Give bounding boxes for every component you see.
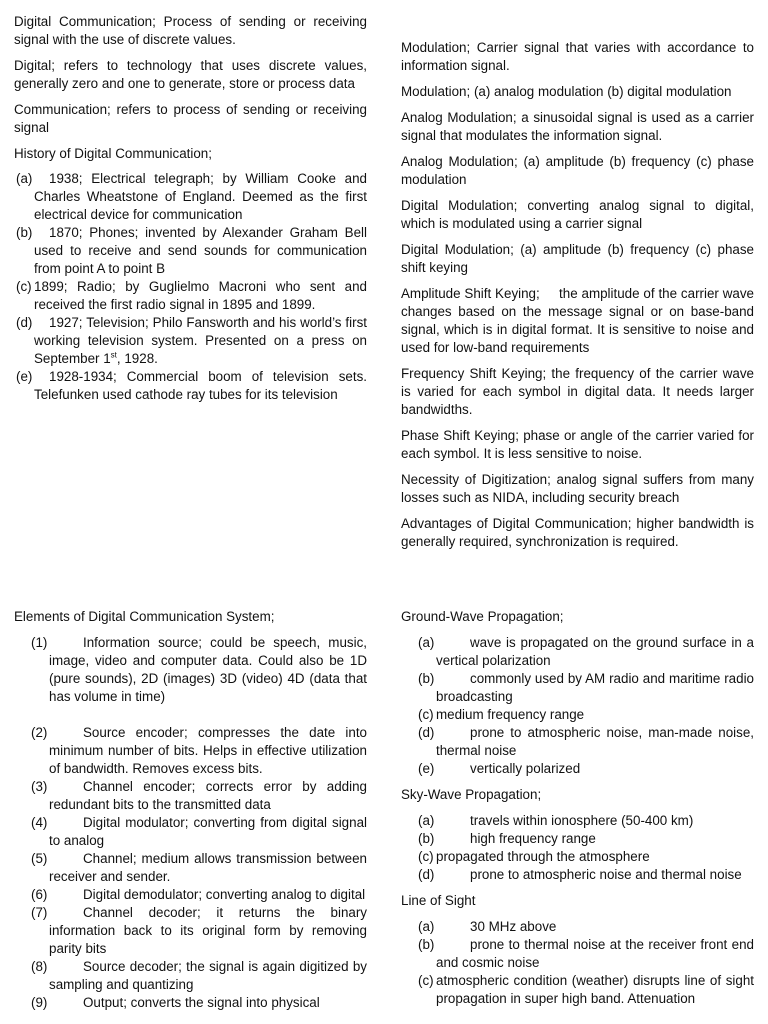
list-item-text: wave is propagated on the ground surface in a vertical polarization [436, 635, 754, 668]
list-item-text: vertically polarized [470, 761, 581, 776]
list-item [14, 224, 367, 278]
list-marker: (7) [31, 905, 48, 920]
paragraph: Advantages of Digital Communication; higher bandwidth is generally required, synchronization is required. [401, 516, 754, 549]
list-marker: (1) [31, 635, 48, 650]
section-heading: Line of Sight [401, 893, 476, 908]
paragraph: Analog Modulation; a sinusoidal signal is used as a carrier signal that modulates the information signal. [401, 110, 754, 143]
sky-wave-list [401, 812, 754, 884]
list-marker: (6) [31, 887, 48, 902]
list-marker: (2) [31, 725, 48, 740]
list-item [401, 848, 754, 866]
list-item-text: prone to thermal noise at the receiver front end and cosmic noise [436, 937, 754, 970]
top-right-column [401, 39, 758, 559]
list-item-text: Information source; could be speech, music, image, video and computer data. Could also be 1D (pure sounds), 2D (images) 3D (video) 4D (data that has volume in time) [49, 635, 367, 704]
list-marker: (a) [16, 171, 33, 186]
paragraph: Phase Shift Keying; phase or angle of the carrier varied for each symbol. It is less sensitive to noise. [401, 428, 754, 461]
section-heading: Elements of Digital Communication System; [14, 609, 275, 624]
list-item-text-part: 1927; Television; Philo Fansworth and his world’s first working television system. Presented on a press on September 1 [34, 315, 367, 366]
list-item [14, 634, 367, 706]
list-item [401, 866, 754, 884]
list-item [14, 778, 367, 814]
list-item-text: prone to atmospheric noise, man-made noise, thermal noise [436, 725, 754, 758]
top-left-column [14, 13, 367, 412]
paragraph: Frequency Shift Keying; the frequency of the carrier wave is varied for each symbol in digital data. It needs larger bandwidths. [401, 366, 754, 417]
list-marker: (d) [418, 867, 435, 882]
list-marker: (c) [418, 849, 434, 864]
list-marker: (e) [16, 369, 33, 384]
list-item [401, 972, 754, 1008]
ground-wave-list [401, 634, 754, 778]
list-item-text: propagated through the atmosphere [436, 849, 650, 864]
section-heading: Ground-Wave Propagation; [401, 609, 564, 624]
list-marker: (b) [418, 671, 435, 686]
list-item [401, 812, 754, 830]
list-marker: (c) [16, 279, 32, 294]
list-item [14, 724, 367, 778]
list-marker: (e) [418, 761, 435, 776]
list-item-text: travels within ionosphere (50-400 km) [470, 813, 694, 828]
list-item [401, 706, 754, 724]
list-item-text: medium frequency range [436, 707, 585, 722]
section-heading: Sky-Wave Propagation; [401, 787, 542, 802]
list-marker: (8) [31, 959, 48, 974]
paragraph: Modulation; (a) analog modulation (b) digital modulation [401, 84, 732, 99]
list-item [14, 850, 367, 886]
list-marker: (9) [31, 995, 48, 1010]
bottom-left-column [14, 608, 367, 1012]
list-item [14, 958, 367, 994]
paragraph: Amplitude Shift Keying; the amplitude of the carrier wave changes based on the message signal or on base-band signal, which is in digital format. It is sensitive to noise and used for low-band requirements [401, 286, 758, 355]
list-item-text: atmospheric condition (weather) disrupts line of sight propagation in super high band. Attenuation [436, 973, 754, 1006]
list-marker: (d) [418, 725, 435, 740]
elements-list [14, 634, 367, 1012]
paragraph: Necessity of Digitization; analog signal suffers from many losses such as NIDA, including security breach [401, 472, 754, 505]
list-marker: (4) [31, 815, 48, 830]
paragraph: Digital Modulation; (a) amplitude (b) frequency (c) phase shift keying [401, 242, 754, 275]
list-marker: (a) [418, 919, 435, 934]
list-item [14, 904, 367, 958]
list-item [401, 936, 754, 972]
list-marker: (3) [31, 779, 48, 794]
section-heading: History of Digital Communication; [14, 146, 212, 161]
list-item-text: 30 MHz above [470, 919, 557, 934]
list-marker: (b) [418, 937, 435, 952]
list-item-text: commonly used by AM radio and maritime radio broadcasting [436, 671, 754, 704]
list-item-text: prone to atmospheric noise and thermal noise [470, 867, 742, 882]
list-marker: (d) [16, 315, 33, 330]
list-marker: (a) [418, 635, 435, 650]
list-marker: (b) [16, 225, 33, 240]
paragraph: Modulation; Carrier signal that varies with accordance to information signal. [401, 40, 754, 73]
superscript: st [110, 350, 117, 360]
list-item-text-part: , 1928. [116, 351, 158, 366]
list-item-text: Channel; medium allows transmission between receiver and sender. [49, 851, 367, 884]
list-item-text: 1899; Radio; by Guglielmo Macroni who sent and received the first radio signal in 1895 and 1899. [34, 279, 367, 312]
list-item-text: 1928-1934; Commercial boom of television sets. Telefunken used cathode ray tubes for its television [34, 369, 367, 402]
list-item [401, 760, 754, 778]
list-item [14, 814, 367, 850]
list-item [14, 368, 367, 404]
list-item [401, 830, 754, 848]
list-item [14, 314, 367, 368]
history-list [14, 170, 367, 404]
list-item-text: high frequency range [470, 831, 596, 846]
list-item [14, 886, 367, 904]
list-item [401, 918, 754, 936]
list-item-text: Output; converts the signal into physical [83, 995, 320, 1010]
list-item [14, 170, 367, 224]
list-item-text: Digital modulator; converting from digital signal to analog [49, 815, 367, 848]
list-marker: (5) [31, 851, 48, 866]
list-item-text [34, 314, 367, 368]
list-marker: (b) [418, 831, 435, 846]
paragraph: Digital; refers to technology that uses discrete values, generally zero and one to generate, store or process data [14, 58, 367, 91]
list-item [14, 278, 367, 314]
list-item-text: Channel decoder; it returns the binary information back to its original form by removing parity bits [49, 905, 367, 956]
list-item [401, 634, 754, 670]
list-item-text: Source decoder; the signal is again digitized by sampling and quantizing [49, 959, 367, 992]
list-marker: (c) [418, 973, 434, 988]
paragraph: Digital Communication; Process of sending or receiving signal with the use of discrete values. [14, 14, 367, 47]
list-item-text: 1870; Phones; invented by Alexander Graham Bell used to receive and send sounds for communication from point A to point B [34, 225, 367, 276]
paragraph: Digital Modulation; converting analog signal to digital, which is modulated using a carrier signal [401, 198, 754, 231]
list-item-text: Source encoder; compresses the date into minimum number of bits. Helps in effective utilization of bandwidth. Removes excess bits. [49, 725, 367, 776]
paragraph: Analog Modulation; (a) amplitude (b) frequency (c) phase modulation [401, 154, 754, 187]
list-marker: (c) [418, 707, 434, 722]
paragraph: Communication; refers to process of sending or receiving signal [14, 102, 367, 135]
list-item-text: 1938; Electrical telegraph; by William Cooke and Charles Wheatstone of England. Deemed as the first electrical device for communication [34, 171, 367, 222]
list-marker: (a) [418, 813, 435, 828]
bottom-right-column [401, 608, 754, 1016]
line-of-sight-list [401, 918, 754, 1008]
list-item [401, 670, 754, 706]
list-item [14, 994, 367, 1012]
list-item [401, 724, 754, 760]
list-item-text: Channel encoder; corrects error by adding redundant bits to the transmitted data [49, 779, 367, 812]
list-item-text: Digital demodulator; converting analog to digital [83, 887, 366, 902]
